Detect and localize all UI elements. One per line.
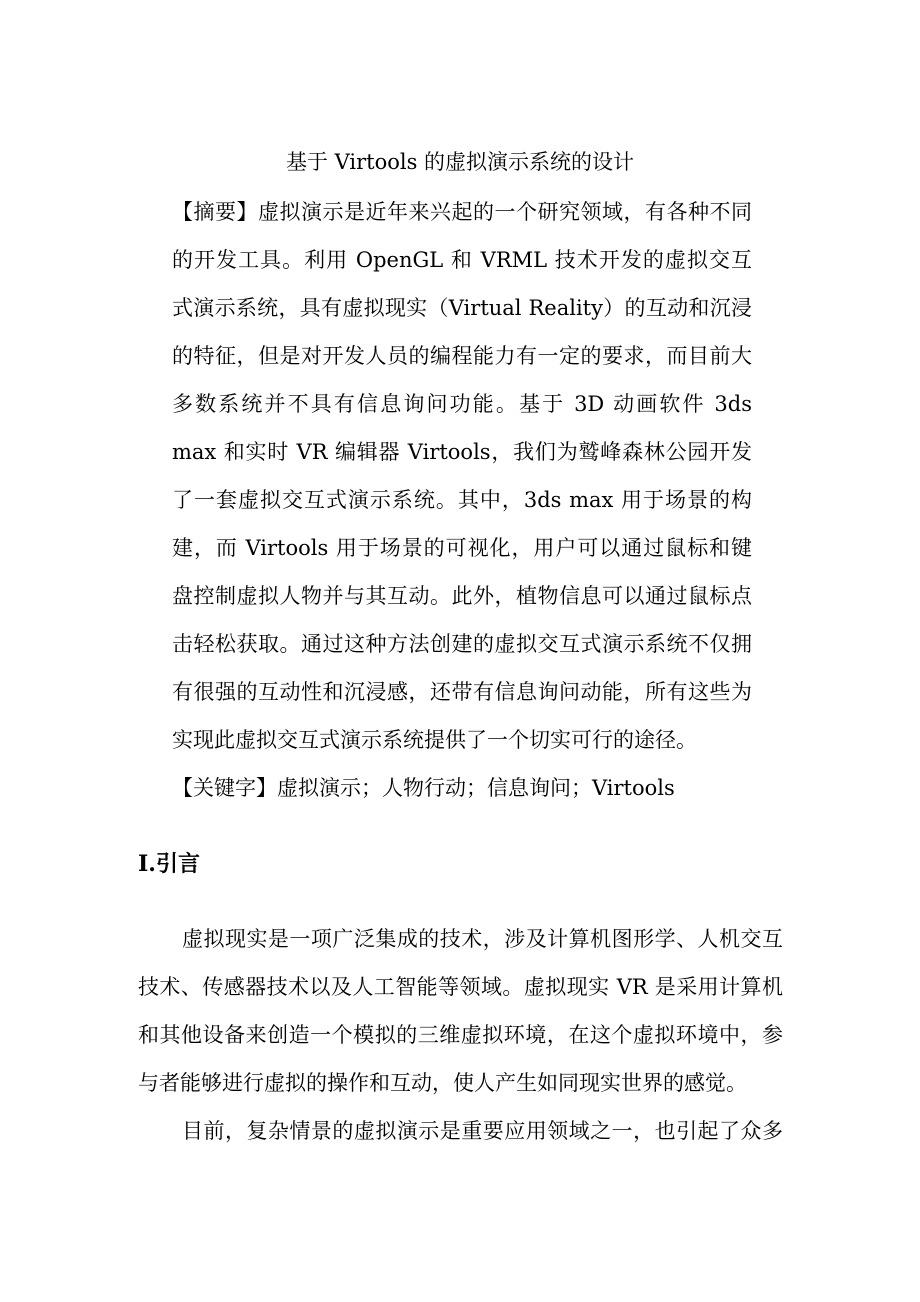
document-title: 基于 Virtools 的虚拟演示系统的设计 (285, 150, 635, 174)
abstract-line: 的特征，但是对开发人员的编程能力有一定的要求，而目前大 (172, 344, 752, 368)
abstract-line: 实现此虚拟交互式演示系统提供了一个切实可行的途径。 (172, 728, 697, 752)
abstract-line: 建，而 Virtools 用于场景的可视化，用户可以通过鼠标和键 (172, 536, 752, 560)
abstract-line: 式演示系统，具有虚拟现实（Virtual Reality）的互动和沉浸 (172, 296, 752, 320)
abstract-line: 盘控制虚拟人物并与其互动。此外，植物信息可以通过鼠标点 (172, 584, 752, 608)
paragraph-line: 技术、传感器技术以及人工智能等领域。虚拟现实 VR 是采用计算机 (138, 975, 783, 999)
paragraph-line: 目前，复杂情景的虚拟演示是重要应用领域之一，也引起了众多 (182, 1119, 783, 1143)
abstract-line: 多数系统并不具有信息询问功能。基于 3D 动画软件 3ds (172, 392, 752, 416)
abstract-line: 有很强的互动性和沉浸感，还带有信息询问动能，所有这些为 (172, 680, 752, 704)
abstract-line: 【摘要】虚拟演示是近年来兴起的一个研究领域，有各种不同 (172, 200, 752, 224)
section-heading: I.引言 (138, 851, 200, 877)
abstract-line: max 和实时 VR 编辑器 Virtools，我们为鹫峰森林公园开发 (172, 440, 752, 464)
paragraph-line: 虚拟现实是一项广泛集成的技术，涉及计算机图形学、人机交互 (182, 927, 783, 951)
abstract-line: 击轻松获取。通过这种方法创建的虚拟交互式演示系统不仅拥 (172, 632, 752, 656)
keywords: 【关键字】虚拟演示；人物行动；信息询问；Virtools (172, 776, 675, 800)
body-text (138, 922, 783, 1162)
abstract-line: 的开发工具。利用 OpenGL 和 VRML 技术开发的虚拟交互 (172, 248, 752, 272)
abstract (172, 196, 752, 772)
paragraph-line: 与者能够进行虚拟的操作和互动，使人产生如同现实世界的感觉。 (138, 1071, 747, 1095)
abstract-line: 了一套虚拟交互式演示系统。其中，3ds max 用于场景的构 (172, 488, 752, 512)
paragraph-line: 和其他设备来创造一个模拟的三维虚拟环境，在这个虚拟环境中，参 (138, 1023, 783, 1047)
